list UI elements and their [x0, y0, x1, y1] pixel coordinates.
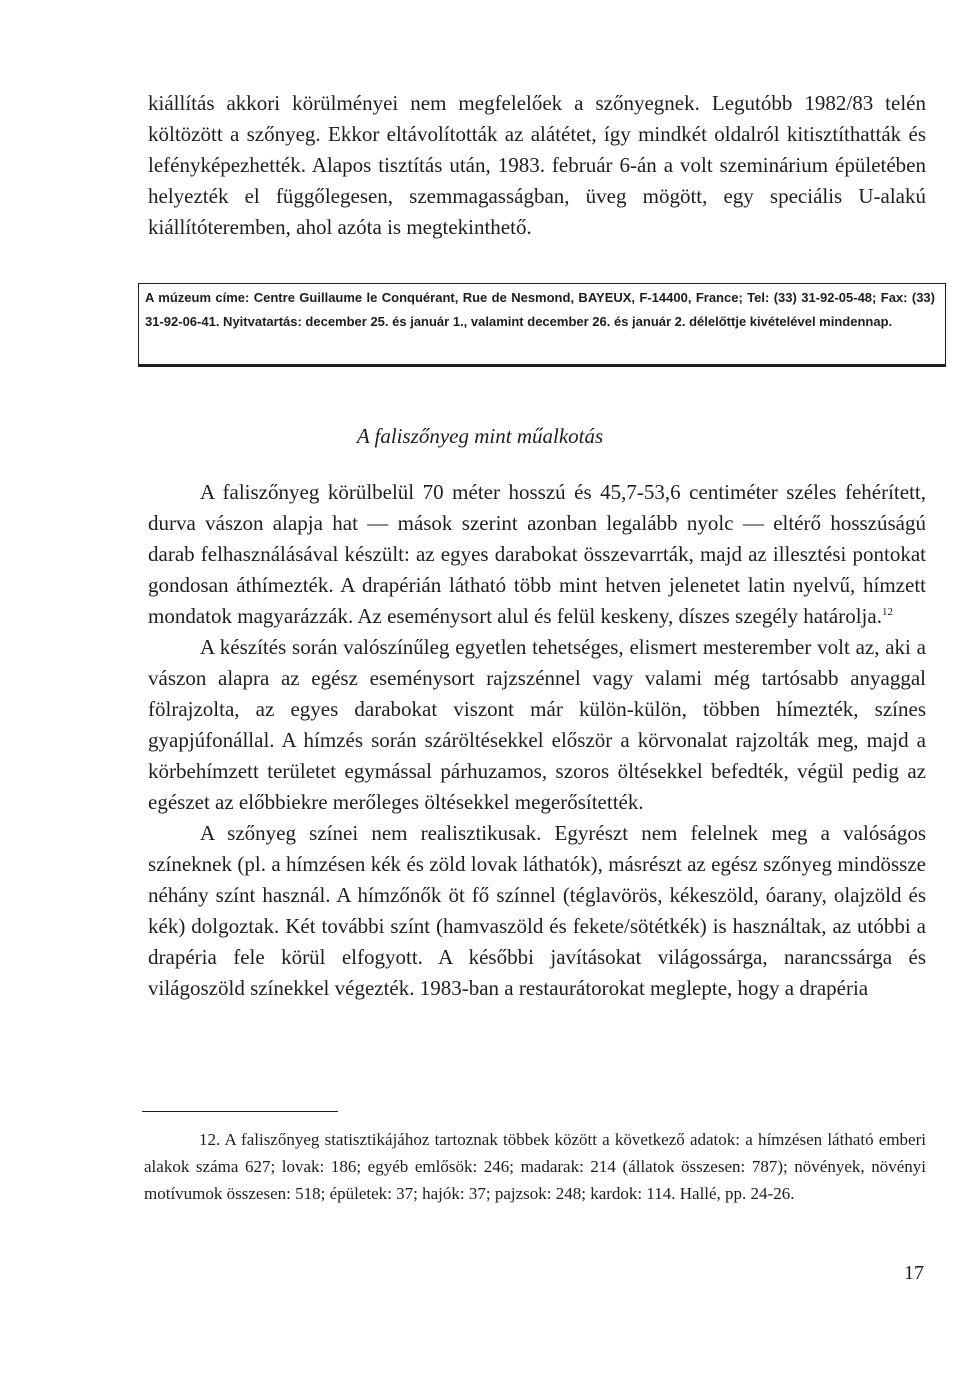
body-paragraph-2: [148, 632, 926, 818]
body-paragraph-text: A szőnyeg színei nem realisztikusak. Egyrészt nem felelnek meg a valóságos színeknek (pl. a hímzésen kék és zöld lovak láthatók), másrészt az egész szőnyeg mindössze néhány színt használ. A hímzőnők öt fő színnel (téglavörös, kékeszöld, óarany, olajzöld és kék) dolgoztak. Két további színt (hamvaszöld és fekete/sötétkék) is használtak, az utóbbi a drapéria fele körül elfogyott. A későbbi javításokat világossárga, narancssárga és világoszöld színekkel végezték. 1983-ban a restaurátorokat meglepte, hogy a drapéria: [148, 821, 926, 1000]
body-paragraph-text: A készítés során valószínűleg egyetlen tehetséges, elismert mesterember volt az, aki a vászon alapra az egész eseménysort rajzszénnel vagy valami még tartósabb anyaggal fölrajzolta, az egyes darabokat viszont már külön-külön, többen hímezték, színes gyapjúfonállal. A hímzés során száröltésekkel először a körvonalat rajzolták meg, majd a körbehímzett területet egymással párhuzamos, szoros öltésekkel befedték, végül pedig az egészet az előbbiekre merőleges öltésekkel megerősítették.: [148, 635, 926, 814]
intro-paragraph: kiállítás akkori körülményei nem megfelelőek a szőnyegnek. Legutóbb 1982/83 telén költözött a szőnyeg. Ekkor eltávolították az alátétet, így mindkét oldalról kitisztíthatták és lefényképezhették. Alapos tisztítás után, 1983. február 6-án a volt szeminárium épületében helyezték el függőlegesen, szemmagasságban, üveg mögött, egy speciális U-alakú kiállítóteremben, ahol azóta is megtekinthető.: [148, 91, 926, 239]
museum-info-box: A múzeum címe: Centre Guillaume le Conquérant, Rue de Nesmond, BAYEUX, F-14400, France; Tel: (33) 31-92-05-48; Fax: (33) 31-92-06-41. Nyitvatartás: december 25. és január 1., valamint december 26. és január 2. délelőttje kivételével mindennap.: [138, 283, 946, 367]
section-title: A faliszőnyeg mint műalkotás: [356, 424, 604, 448]
body-paragraph-text: A faliszőnyeg körülbelül 70 méter hosszú és 45,7-53,6 centiméter széles fehérített, durva vászon alapja hat — mások szerint azonban legalább nyolc — eltérő hosszúságú darab felhasználásával készült: az egyes darabokat összevarrták, majd az illesztési pontokat gondosan áthímezték. A drapérián látható több mint hetven jelenetet latin nyelvű, hímzett mondatok magyarázzák. Az eseménysort alul és felül keskeny, díszes szegély határolja.: [148, 480, 926, 628]
footnote-separator: [142, 1111, 338, 1112]
footnote-12: 12. A faliszőnyeg statisztikájához tartoznak többek között a következő adatok: a hímzésen látható emberi alakok száma 627; lovak: 186; egyéb emlősök: 246; madarak: 214 (állatok összesen: 787); növények, növényi motívumok összesen: 518; épületek: 37; hajók: 37; pajzsok: 248; kardok: 114. Hallé, pp. 24-26.: [144, 1130, 926, 1203]
footnote-reference[interactable]: 12: [881, 606, 893, 618]
body-paragraph-1: [148, 477, 926, 632]
section-body: [148, 477, 926, 1004]
page-number: 17: [904, 1262, 924, 1284]
body-paragraph-3: [148, 818, 926, 1004]
